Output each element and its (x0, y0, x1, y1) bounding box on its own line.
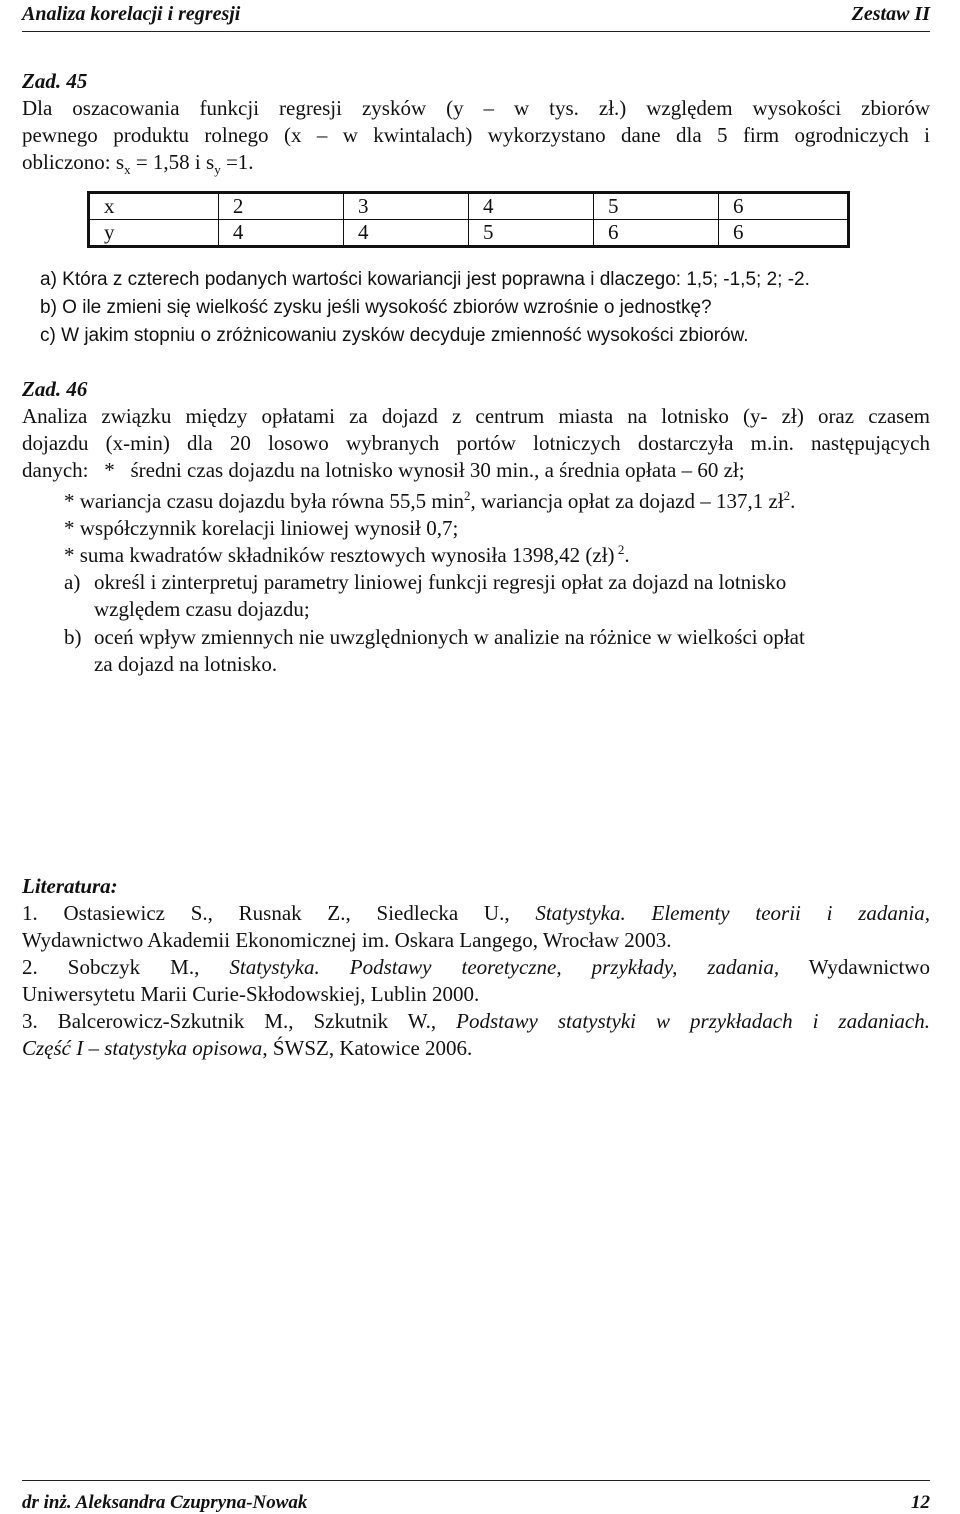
literature-title: Literatura: (22, 874, 118, 898)
table-cell: 6 (719, 220, 849, 247)
table-cell: 4 (468, 193, 593, 220)
header-set: Zestaw II (851, 3, 930, 25)
page-footer (22, 1480, 930, 1513)
table-cell: 6 (594, 220, 719, 247)
task-45-question-b: b) O ile zmieni się wielkość zysku jeśli wysokość zbiorów wzrośnie o jednostkę? (40, 297, 712, 318)
table-cell: 5 (594, 193, 719, 220)
literature-ref-3: 3. Balcerowicz-Szkutnik M., Szkutnik W., Podstawy statystyki w przykładach i zadaniach. (22, 1009, 930, 1033)
table-cell: 2 (218, 193, 343, 220)
task-45-question-a: a) Która z czterech podanych wartości kowariancji jest poprawna i dlaczego: 1,5; -1,5; 2; -2. (40, 269, 810, 290)
task-46-line4: * wariancja czasu dojazdu była równa 55,5 $\min^2$, wariancja opłat za dojazd – 137,1 $zł^2$. (64, 488, 796, 513)
literature (22, 873, 930, 1062)
header-rule (22, 31, 930, 32)
task-46-title: Zad. 46 (22, 377, 88, 401)
task-45-line3: obliczono: $s_x = 1,58$ i $s_y =1$. (22, 150, 254, 178)
table-cell: 3 (343, 193, 468, 220)
footer-rule (22, 1480, 930, 1481)
task-45-title: Zad. 45 (22, 69, 88, 93)
task-46-a-text: określ i zinterpretuj parametry liniowej funkcji regresji opłat za dojazd na lotnisko względem czasu dojazdu; (94, 570, 787, 621)
page-header (22, 0, 930, 36)
literature-ref-2: 2. Sobczyk M., Statystyka. Podstawy teoretyczne, przykłady, zadania, Wydawnictwo (22, 955, 930, 979)
literature-ref-1: 1. Ostasiewicz S., Rusnak Z., Siedlecka U., Statystyka. Elementy teorii i zadania, (22, 901, 930, 925)
task-45-line2: pewnego produktu rolnego (x – w kwintalach) wykorzystano dane dla 5 firm ogrodniczych i (22, 123, 930, 147)
task-46-line6: * suma kwadratów składników resztowych wynosiła 1398,42 (zł) $^2$. (64, 542, 630, 567)
table-cell: x (89, 193, 219, 220)
table-cell: 4 (343, 220, 468, 247)
table-cell: 5 (468, 220, 593, 247)
literature-ref-3-cont: Część I – statystyka opisowa, ŚWSZ, Katowice 2006. (22, 1036, 473, 1060)
task-45 (22, 68, 930, 176)
footer-author: dr inż. Aleksandra Czupryna-Nowak (22, 1492, 308, 1513)
task-46-b-label: b) (64, 625, 82, 649)
task-46-b-text: oceń wpływ zmiennych nie uwzględnionych w analizie na różnice w wielkości opłat za dojazd na lotnisko. (94, 625, 805, 676)
table-cell: 6 (719, 193, 849, 220)
task-46-line2: dojazdu (x-min) dla 20 losowo wybranych portów lotniczych dostarczyła m.in. następujących (22, 431, 930, 455)
task-46-a-label: a) (64, 570, 81, 594)
task-46-line1: Analiza związku między opłatami za dojazd z centrum miasta na lotnisko (y- zł) oraz czasem (22, 404, 930, 428)
task-46-line5: * współczynnik korelacji liniowej wynosił 0,7; (64, 516, 459, 540)
task-46 (22, 376, 930, 484)
literature-ref-2-cont: Uniwersytetu Marii Curie-Skłodowskiej, Lublin 2000. (22, 982, 480, 1006)
data-table (87, 191, 850, 248)
table-row-x (89, 193, 849, 220)
table-cell: 4 (218, 220, 343, 247)
table-cell: y (89, 220, 219, 247)
task-46-line3: danych: * średni czas dojazdu na lotnisko wynosił 30 min., a średnia opłata – 60 zł; (22, 458, 745, 482)
task-45-question-c: c) W jakim stopniu o zróżnicowaniu zysków decyduje zmienność wysokości zbiorów. (40, 325, 749, 346)
table-row-y (89, 220, 849, 247)
header-title: Analiza korelacji i regresji (22, 3, 241, 25)
page-number: 12 (911, 1492, 930, 1513)
literature-ref-1-cont: Wydawnictwo Akademii Ekonomicznej im. Oskara Langego, Wrocław 2003. (22, 928, 672, 952)
task-45-line1: Dla oszacowania funkcji regresji zysków (y – w tys. zł.) względem wysokości zbiorów (22, 96, 930, 120)
